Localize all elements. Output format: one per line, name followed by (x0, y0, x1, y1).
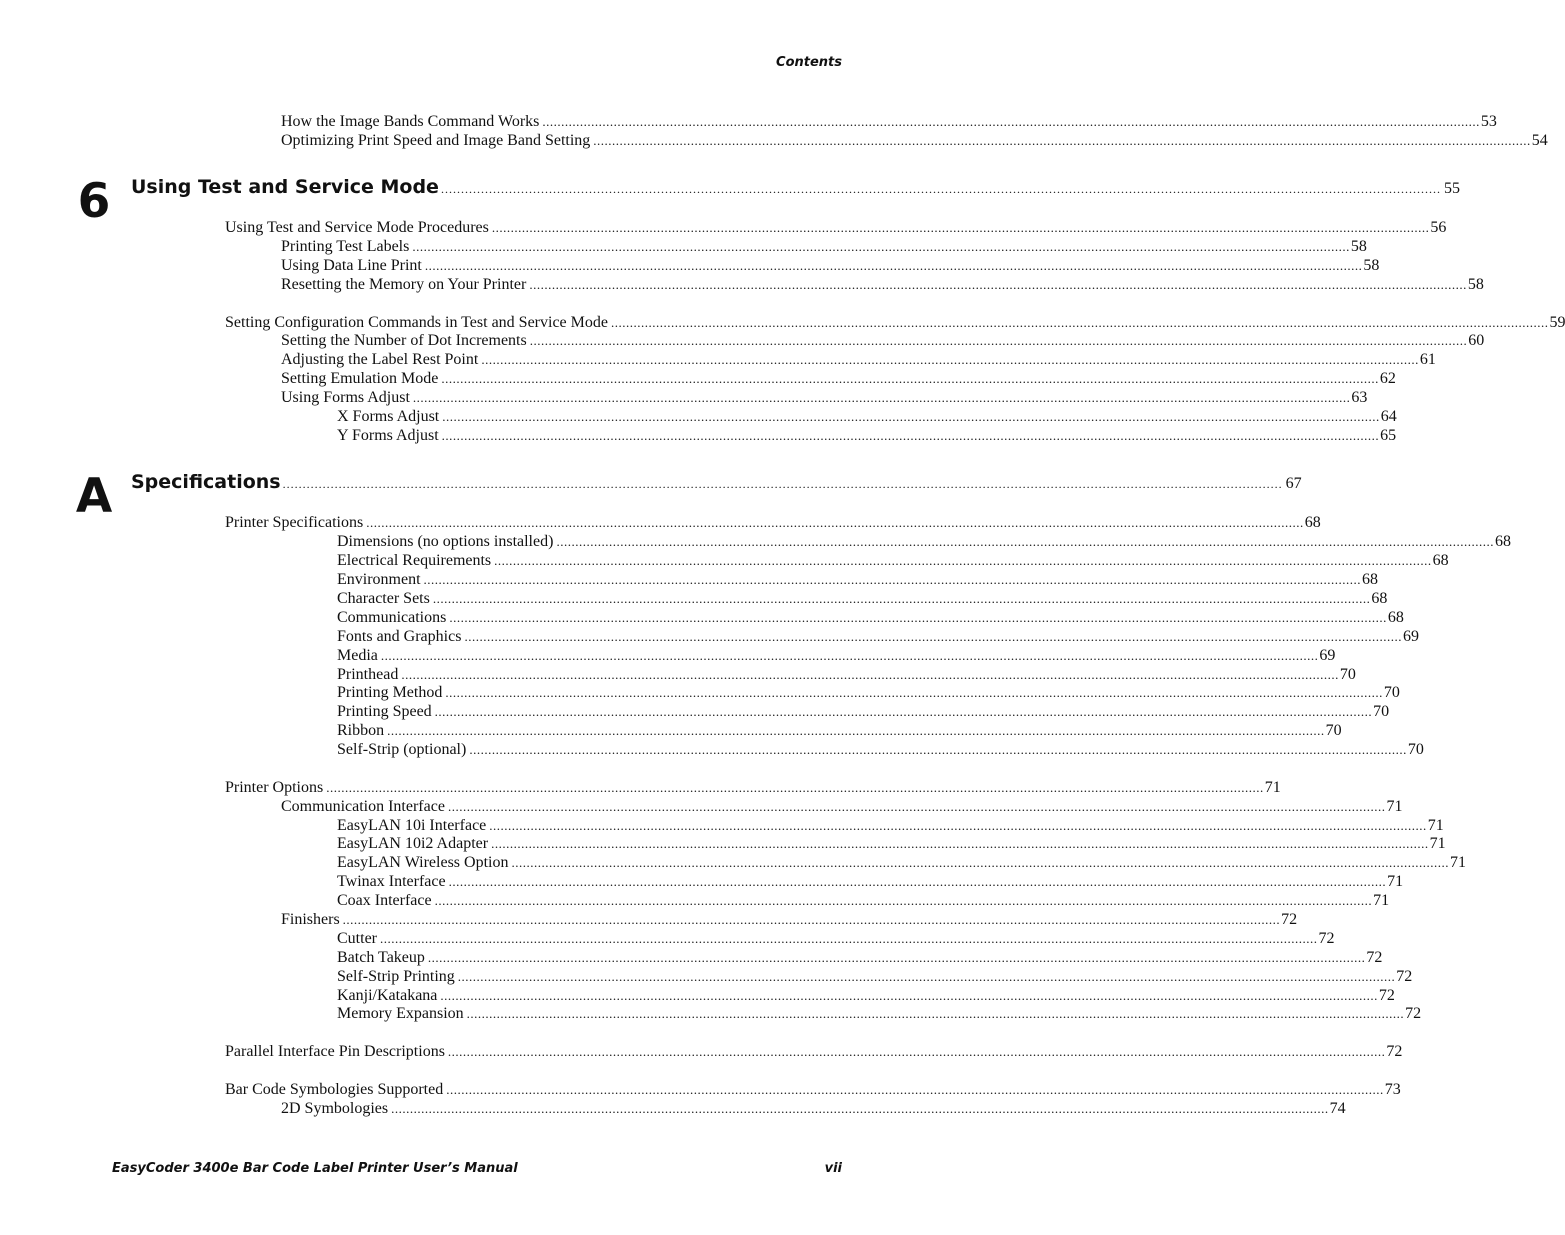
toc-entry-page: 68 (1432, 552, 1449, 569)
toc-entry-title: Environment (337, 571, 421, 588)
toc-entry-page: 68 (1362, 571, 1379, 588)
toc-entry-page: 71 (1449, 854, 1466, 871)
toc-leader: .......................................................................................................................................................................................................................................................... (511, 855, 1449, 870)
toc-entry-title: How the Image Bands Command Works (281, 113, 540, 130)
toc-entry-title: Media (337, 647, 378, 664)
toc-leader: .......................................................................................................................................................................................................................................................... (481, 352, 1419, 367)
toc-entry-title: Self-Strip Printing (337, 968, 455, 985)
toc-leader: .......................................................................................................................................................................................................................................................... (542, 114, 1480, 129)
toc-entry[interactable] (337, 665, 1356, 684)
toc-entry-title: EasyLAN 10i2 Adapter (337, 835, 489, 852)
toc-entry[interactable] (337, 426, 1397, 445)
toc-leader: .......................................................................................................................................................................................................................................................... (610, 315, 1549, 330)
toc-leader: .......................................................................................................................................................................................................................................................... (434, 704, 1373, 719)
toc-entry-title: Memory Expansion (337, 1005, 464, 1022)
toc-leader: .......................................................................................................................................................................................................................................................... (446, 1082, 1384, 1097)
toc-entry-title: Using Forms Adjust (281, 389, 410, 406)
toc-entry-page: 64 (1380, 408, 1397, 425)
chapter-number: 6 (77, 174, 111, 229)
toc-entry[interactable] (281, 256, 1380, 275)
toc-entry[interactable] (281, 797, 1403, 816)
toc-entry-page: 72 (1386, 1043, 1403, 1060)
toc-entry-page: 68 (1494, 533, 1511, 550)
toc-entry[interactable] (337, 683, 1400, 702)
toc-entry-page: 68 (1304, 514, 1321, 531)
toc-entry-title: 2D Symbologies (281, 1100, 389, 1117)
toc-entry-page: 71 (1386, 798, 1403, 815)
toc-entry-page: 71 (1387, 873, 1404, 890)
toc-leader: .......................................................................................................................................................................................................................................................... (366, 515, 1304, 530)
toc-entry-title: Setting Emulation Mode (281, 370, 439, 387)
toc-entry-page: 70 (1373, 703, 1390, 720)
chapter-title: Using Test and Service Mode (131, 176, 439, 198)
toc-leader: .......................................................................................................................................................................................................................................................... (401, 667, 1339, 682)
toc-entry-page: 71 (1427, 817, 1444, 834)
toc-leader: .......................................................................................................................................................................................................................................................... (440, 988, 1378, 1003)
toc-entry-title: Finishers (281, 911, 340, 928)
toc-entry[interactable] (337, 646, 1336, 665)
appendix-letter: A (75, 469, 113, 524)
toc-leader: .......................................................................................................................................................................................................................................................... (427, 950, 1366, 965)
toc-entry[interactable] (337, 816, 1444, 835)
toc-leader: .......................................................................................................................................................................................................................................................... (442, 409, 1380, 424)
toc-entry-page: 68 (1371, 590, 1388, 607)
toc-leader: .......................................................................................................................................................................................................................................................... (326, 780, 1264, 795)
toc-entry-page: 72 (1405, 1005, 1422, 1022)
toc-entry[interactable] (337, 589, 1388, 608)
toc-entry-page: 69 (1319, 647, 1336, 664)
toc-leader: .......................................................................................................................................................................................................................................................... (469, 742, 1407, 757)
toc-entry-title: Dimensions (no options installed) (337, 533, 554, 550)
toc-entry[interactable] (225, 313, 1565, 332)
toc-leader: .......................................................................................................................................................................................................................................................... (491, 220, 1430, 235)
toc-entry-title: EasyLAN 10i Interface (337, 817, 487, 834)
toc-leader: .......................................................................................................................................................................................................................................................... (441, 428, 1380, 443)
appendix-page: 67 (1285, 475, 1302, 492)
toc-entry[interactable] (281, 350, 1436, 369)
toc-entry-page: 69 (1402, 628, 1419, 645)
toc-entry[interactable] (281, 131, 1548, 150)
toc-entry-page: 70 (1407, 741, 1424, 758)
toc-entry[interactable] (337, 948, 1383, 967)
manual-title: EasyCoder 3400e Bar Code Label Printer User’s Manual (112, 1161, 518, 1176)
toc-leader: .......................................................................................................................................................................................................................................................... (445, 685, 1383, 700)
toc-entry[interactable] (337, 407, 1397, 426)
toc-entry-page: 58 (1467, 276, 1484, 293)
toc-entry[interactable] (337, 834, 1446, 853)
toc-entry-title: Bar Code Symbologies Supported (225, 1081, 444, 1098)
toc-leader: .......................................................................................................................................................................................................................................................... (440, 182, 1441, 196)
toc-entry-title: Printhead (337, 666, 399, 683)
toc-entry[interactable] (225, 1080, 1401, 1099)
toc-entry-page: 60 (1468, 332, 1485, 349)
toc-leader: .......................................................................................................................................................................................................................................................... (434, 893, 1373, 908)
toc-entry[interactable] (281, 369, 1396, 388)
toc-entry[interactable] (225, 218, 1447, 237)
toc-entry-page: 71 (1373, 892, 1390, 909)
toc-entry-title: Printing Speed (337, 703, 432, 720)
toc-entry[interactable] (281, 275, 1484, 294)
toc-entry-title: Cutter (337, 930, 377, 947)
toc-entry-page: 72 (1378, 987, 1395, 1004)
toc-leader: .......................................................................................................................................................................................................................................................... (464, 629, 1402, 644)
toc-entry-title: Communication Interface (281, 798, 445, 815)
toc-leader: .......................................................................................................................................................................................................................................................... (423, 572, 1362, 587)
toc-entry[interactable] (337, 967, 1413, 986)
toc-entry[interactable] (337, 570, 1379, 589)
toc-entry-title: Electrical Requirements (337, 552, 492, 569)
toc-entry-title: Printing Method (337, 684, 443, 701)
toc-entry-title: Self-Strip (optional) (337, 741, 467, 758)
toc-entry-title: Optimizing Print Speed and Image Band Setting (281, 132, 591, 149)
toc-entry[interactable] (281, 1099, 1346, 1118)
toc-entry-page: 58 (1363, 257, 1380, 274)
toc-entry-title: Printer Specifications (225, 514, 364, 531)
toc-leader: .......................................................................................................................................................................................................................................................... (441, 371, 1379, 386)
toc-entry[interactable] (337, 532, 1511, 551)
toc-entry[interactable] (281, 388, 1368, 407)
toc-entry-title: Coax Interface (337, 892, 432, 909)
toc-entry-title: Parallel Interface Pin Descriptions (225, 1043, 445, 1060)
toc-entry[interactable] (225, 1042, 1403, 1061)
toc-entry-page: 54 (1531, 132, 1548, 149)
toc-entry-page: 70 (1339, 666, 1356, 683)
toc-entry-page: 72 (1318, 930, 1335, 947)
toc-entry[interactable] (281, 237, 1367, 256)
toc-leader: .......................................................................................................................................................................................................................................................... (491, 836, 1429, 851)
toc-entry-title: Resetting the Memory on Your Printer (281, 276, 527, 293)
toc-entry-page: 71 (1429, 835, 1446, 852)
chapter-page: 55 (1443, 180, 1460, 197)
running-footer (112, 1161, 842, 1176)
toc-entry-page: 72 (1281, 911, 1298, 928)
toc-entry[interactable] (281, 112, 1497, 131)
toc-leader: .......................................................................................................................................................................................................................................................... (447, 799, 1386, 814)
toc-entry[interactable] (337, 891, 1390, 910)
toc-leader: .......................................................................................................................................................................................................................................................... (466, 1006, 1405, 1021)
toc-entry[interactable] (337, 872, 1404, 891)
toc-entry[interactable] (337, 1004, 1422, 1023)
toc-entry-title: Printer Options (225, 779, 324, 796)
toc-leader: .......................................................................................................................................................................................................................................................... (447, 1044, 1386, 1059)
toc-entry[interactable] (337, 608, 1404, 627)
toc-entry-page: 68 (1387, 609, 1404, 626)
appendix-heading[interactable] (131, 471, 1302, 495)
toc-entry-page: 58 (1350, 238, 1367, 255)
toc-entry-title: Using Test and Service Mode Procedures (225, 219, 489, 236)
toc-entry-title: Character Sets (337, 590, 430, 607)
page-number: vii (824, 1161, 842, 1176)
toc-leader: .......................................................................................................................................................................................................................................................... (282, 477, 1283, 491)
toc-entry-page: 70 (1325, 722, 1342, 739)
toc-leader: .......................................................................................................................................................................................................................................................... (380, 931, 1318, 946)
toc-entry[interactable] (225, 778, 1281, 797)
toc-entry-title: Printing Test Labels (281, 238, 410, 255)
toc-entry[interactable] (337, 740, 1424, 759)
toc-leader: .......................................................................................................................................................................................................................................................... (448, 874, 1387, 889)
toc-entry-title: Batch Takeup (337, 949, 425, 966)
toc-leader: .......................................................................................................................................................................................................................................................... (342, 912, 1281, 927)
toc-entry-title: X Forms Adjust (337, 408, 440, 425)
toc-entry[interactable] (337, 986, 1395, 1005)
toc-entry-title: Ribbon (337, 722, 385, 739)
toc-entry[interactable] (281, 910, 1298, 929)
toc-entry[interactable] (337, 721, 1342, 740)
toc-leader: .......................................................................................................................................................................................................................................................... (380, 648, 1319, 663)
appendix-title: Specifications (131, 471, 281, 493)
toc-leader: .......................................................................................................................................................................................................................................................... (424, 258, 1363, 273)
chapter-heading[interactable] (131, 176, 1460, 200)
toc-entry-title: Fonts and Graphics (337, 628, 462, 645)
toc-entry[interactable] (281, 331, 1485, 350)
toc-leader: .......................................................................................................................................................................................................................................................... (412, 239, 1350, 254)
toc-entry-title: EasyLAN Wireless Option (337, 854, 509, 871)
toc-entry[interactable] (337, 551, 1449, 570)
toc-leader: .......................................................................................................................................................................................................................................................... (593, 133, 1531, 148)
toc-leader: .......................................................................................................................................................................................................................................................... (412, 390, 1351, 405)
toc-leader: .......................................................................................................................................................................................................................................................... (387, 723, 1325, 738)
toc-entry-title: Kanji/Katakana (337, 987, 438, 1004)
toc-entry-title: Setting the Number of Dot Increments (281, 332, 527, 349)
running-header: Contents (776, 55, 842, 70)
toc-leader: .......................................................................................................................................................................................................................................................... (449, 610, 1387, 625)
toc-leader: .......................................................................................................................................................................................................................................................... (489, 818, 1427, 833)
toc-leader: .......................................................................................................................................................................................................................................................... (494, 553, 1432, 568)
toc-leader: .......................................................................................................................................................................................................................................................... (556, 534, 1494, 549)
toc-entry-page: 62 (1379, 370, 1396, 387)
toc-entry-title: Adjusting the Label Rest Point (281, 351, 479, 368)
toc-entry-title: Communications (337, 609, 447, 626)
toc-entry-title: Y Forms Adjust (337, 427, 439, 444)
toc-leader: .......................................................................................................................................................................................................................................................... (529, 333, 1468, 348)
toc-entry-page: 72 (1396, 968, 1413, 985)
toc-leader: .......................................................................................................................................................................................................................................................... (529, 277, 1467, 292)
toc-entry-page: 73 (1384, 1081, 1401, 1098)
toc-entry-page: 74 (1329, 1100, 1346, 1117)
toc-entry-page: 72 (1366, 949, 1383, 966)
toc-entry-title: Twinax Interface (337, 873, 446, 890)
toc-entry-page: 65 (1380, 427, 1397, 444)
toc-entry[interactable] (337, 627, 1419, 646)
toc-entry-title: Setting Configuration Commands in Test and Service Mode (225, 314, 608, 331)
toc-entry-page: 63 (1351, 389, 1368, 406)
toc-entry-page: 70 (1383, 684, 1400, 701)
toc-leader: .......................................................................................................................................................................................................................................................... (432, 591, 1371, 606)
toc-entry[interactable] (337, 853, 1466, 872)
toc-entry-page: 56 (1430, 219, 1447, 236)
toc-entry[interactable] (225, 513, 1321, 532)
toc-entry-page: 53 (1480, 113, 1497, 130)
toc-entry-page: 61 (1419, 351, 1436, 368)
toc-leader: .......................................................................................................................................................................................................................................................... (391, 1101, 1329, 1116)
toc-entry-title: Using Data Line Print (281, 257, 422, 274)
toc-entry-page: 59 (1549, 314, 1565, 331)
toc-entry[interactable] (337, 702, 1390, 721)
toc-leader: .......................................................................................................................................................................................................................................................... (457, 969, 1396, 984)
toc-entry[interactable] (337, 929, 1335, 948)
toc-entry-page: 71 (1264, 779, 1281, 796)
